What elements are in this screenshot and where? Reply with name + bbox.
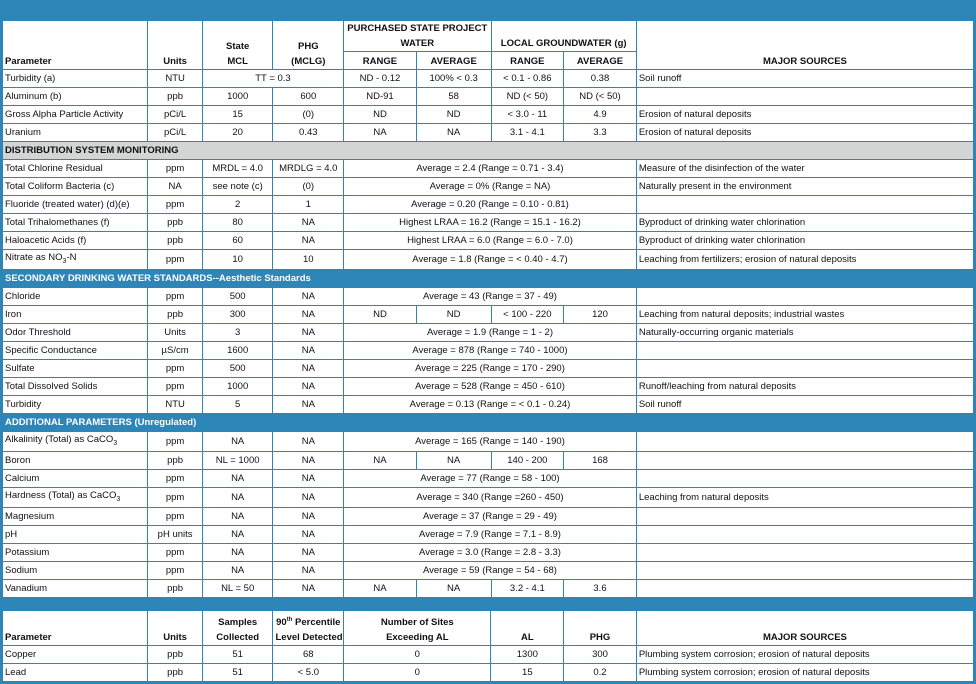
mcl-cell: 1600 xyxy=(202,341,273,359)
parameter-cell: Lead xyxy=(3,664,148,682)
header-al: AL xyxy=(491,611,564,646)
pswp-average-cell: NA xyxy=(416,124,491,142)
mcl-cell: 500 xyxy=(202,287,273,305)
header-major-sources: MAJOR SOURCES xyxy=(636,611,973,646)
units-cell: ppb xyxy=(148,646,203,664)
result-cell: Average = 1.8 (Range = < 0.40 - 4.7) xyxy=(344,250,637,270)
mcl-cell: 10 xyxy=(202,250,273,270)
major-sources-cell: Erosion of natural deposits xyxy=(636,124,973,142)
table-row xyxy=(3,287,974,305)
table-row xyxy=(3,232,974,250)
pswp-range-cell: NA xyxy=(344,451,417,469)
parameter-cell: Magnesium xyxy=(3,507,148,525)
table-row xyxy=(3,214,974,232)
major-sources-cell: Measure of the disinfection of the water xyxy=(636,160,973,178)
major-sources-cell xyxy=(636,341,973,359)
major-sources-cell: Naturally present in the environment xyxy=(636,178,973,196)
pswp-range-cell: ND-91 xyxy=(344,88,417,106)
major-sources-cell: Leaching from natural deposits; industrial wastes xyxy=(636,305,973,323)
result-cell: Average = 878 (Range = 740 - 1000) xyxy=(344,341,637,359)
parameter-cell: Aluminum (b) xyxy=(3,88,148,106)
pswp-range-cell: NA xyxy=(344,124,417,142)
result-cell: Average = 0.20 (Range = 0.10 - 0.81) xyxy=(344,196,637,214)
result-cell: Highest LRAA = 16.2 (Range = 15.1 - 16.2) xyxy=(344,214,637,232)
header-local-groundwater: LOCAL GROUNDWATER (g) xyxy=(491,21,636,52)
table-row xyxy=(3,178,974,196)
major-sources-cell xyxy=(636,543,973,561)
parameter-cell: Calcium xyxy=(3,469,148,487)
parameter-cell: Alkalinity (Total) as CaCO$_3$ xyxy=(3,431,148,451)
phg-cell: 10 xyxy=(273,250,344,270)
result-cell: Average = 165 (Range = 140 - 190) xyxy=(344,431,637,451)
mcl-cell: 15 xyxy=(202,106,273,124)
samples-cell: 51 xyxy=(202,646,273,664)
major-sources-cell: Plumbing system corrosion; erosion of natural deposits xyxy=(636,646,973,664)
parameter-cell: Odor Threshold xyxy=(3,323,148,341)
units-cell: ppb xyxy=(148,214,203,232)
units-cell: ppm xyxy=(148,561,203,579)
units-cell: ppb xyxy=(148,305,203,323)
groundwater-average-cell: 3.6 xyxy=(564,579,637,597)
table-row xyxy=(3,487,974,507)
table-row xyxy=(3,323,974,341)
section-distribution-system xyxy=(3,142,974,160)
phg-cell: (0) xyxy=(273,106,344,124)
major-sources-cell xyxy=(636,287,973,305)
major-sources-cell xyxy=(636,196,973,214)
table-row xyxy=(3,579,974,597)
table-row xyxy=(3,70,974,88)
lead-copper-table xyxy=(2,610,974,682)
mcl-cell: NA xyxy=(202,525,273,543)
mcl-cell: 20 xyxy=(202,124,273,142)
major-sources-cell: Soil runoff xyxy=(636,70,973,88)
table-row xyxy=(3,646,974,664)
phg-cell: NA xyxy=(273,487,344,507)
phg-cell: NA xyxy=(273,323,344,341)
units-cell: ppm xyxy=(148,469,203,487)
result-cell: Average = 59 (Range = 54 - 68) xyxy=(344,561,637,579)
phg-cell: NA xyxy=(273,305,344,323)
units-cell: ppm xyxy=(148,507,203,525)
major-sources-cell xyxy=(636,451,973,469)
parameter-cell: Vanadium xyxy=(3,579,148,597)
major-sources-cell xyxy=(636,525,973,543)
table-row xyxy=(3,377,974,395)
parameter-cell: Nitrate as $NO_3-N$ xyxy=(3,250,148,270)
result-cell: Average = 1.9 (Range = 1 - 2) xyxy=(344,323,637,341)
result-cell: Average = 0.13 (Range = < 0.1 - 0.24) xyxy=(344,395,637,413)
header-units: Units xyxy=(148,611,203,646)
mcl-cell: see note (c) xyxy=(202,178,273,196)
al-cell: 15 xyxy=(491,664,564,682)
pswp-range-cell: ND - 0.12 xyxy=(344,70,417,88)
result-cell: Average = 37 (Range = 29 - 49) xyxy=(344,507,637,525)
groundwater-average-cell: 168 xyxy=(564,451,637,469)
phg-cell: NA xyxy=(273,395,344,413)
header-90th-percentile: 90th Percentile Level Detected xyxy=(273,611,344,646)
major-sources-cell xyxy=(636,579,973,597)
parameter-cell: Potassium xyxy=(3,543,148,561)
phg-cell: 0.2 xyxy=(564,664,637,682)
groundwater-range-cell: 140 - 200 xyxy=(491,451,564,469)
mcl-cell: 300 xyxy=(202,305,273,323)
phg-cell: MRDLG = 4.0 xyxy=(273,160,344,178)
mcl-cell: 1000 xyxy=(202,88,273,106)
header-range: RANGE xyxy=(491,52,564,70)
mcl-cell: MRDL = 4.0 xyxy=(202,160,273,178)
phg-cell: 300 xyxy=(564,646,637,664)
mcl-cell: NA xyxy=(202,561,273,579)
major-sources-cell: Byproduct of drinking water chlorination xyxy=(636,214,973,232)
major-sources-cell xyxy=(636,431,973,451)
units-cell: ppm xyxy=(148,431,203,451)
parameter-cell: Total Chlorine Residual xyxy=(3,160,148,178)
major-sources-cell xyxy=(636,88,973,106)
parameter-cell: Fluoride (treated water) (d)(e) xyxy=(3,196,148,214)
result-cell: Average = 0% (Range = NA) xyxy=(344,178,637,196)
table-row xyxy=(3,106,974,124)
result-cell: Average = 43 (Range = 37 - 49) xyxy=(344,287,637,305)
section-title: SECONDARY DRINKING WATER STANDARDS--Aesthetic Standards xyxy=(3,269,974,287)
lead-header-row xyxy=(3,611,974,646)
table-row xyxy=(3,305,974,323)
groundwater-average-cell: 120 xyxy=(564,305,637,323)
pswp-average-cell: NA xyxy=(416,579,491,597)
samples-cell: 51 xyxy=(202,664,273,682)
major-sources-cell: Naturally-occurring organic materials xyxy=(636,323,973,341)
units-cell: pH units xyxy=(148,525,203,543)
groundwater-range-cell: < 100 - 220 xyxy=(491,305,564,323)
table-row xyxy=(3,561,974,579)
major-sources-cell: Erosion of natural deposits xyxy=(636,106,973,124)
result-cell: Average = 528 (Range = 450 - 610) xyxy=(344,377,637,395)
mcl-cell: NL = 1000 xyxy=(202,451,273,469)
header-range: RANGE xyxy=(344,52,417,70)
parameter-cell: Turbidity xyxy=(3,395,148,413)
parameter-cell: Copper xyxy=(3,646,148,664)
parameter-cell: pH xyxy=(3,525,148,543)
parameter-cell: Haloacetic Acids (f) xyxy=(3,232,148,250)
parameter-cell: Specific Conductance xyxy=(3,341,148,359)
mcl-cell: 80 xyxy=(202,214,273,232)
mcl-cell: 60 xyxy=(202,232,273,250)
parameter-cell: Uranium xyxy=(3,124,148,142)
groundwater-average-cell: ND (< 50) xyxy=(564,88,637,106)
mcl-cell: NA xyxy=(202,507,273,525)
units-cell: µS/cm xyxy=(148,341,203,359)
phg-cell: NA xyxy=(273,232,344,250)
units-cell: ppm xyxy=(148,543,203,561)
header-average: AVERAGE xyxy=(416,52,491,70)
table-row xyxy=(3,543,974,561)
parameter-cell: Sulfate xyxy=(3,359,148,377)
mcl-cell: NA xyxy=(202,469,273,487)
parameter-cell: Total Trihalomethanes (f) xyxy=(3,214,148,232)
mcl-cell: 1000 xyxy=(202,377,273,395)
phg-cell: NA xyxy=(273,507,344,525)
phg-cell: (0) xyxy=(273,178,344,196)
result-cell: Average = 77 (Range = 58 - 100) xyxy=(344,469,637,487)
major-sources-cell: Byproduct of drinking water chlorination xyxy=(636,232,973,250)
section-secondary-standards xyxy=(3,269,974,287)
pswp-range-cell: NA xyxy=(344,579,417,597)
major-sources-cell: Leaching from fertilizers; erosion of natural deposits xyxy=(636,250,973,270)
result-cell: Average = 3.0 (Range = 2.8 - 3.3) xyxy=(344,543,637,561)
parameter-cell: Total Coliform Bacteria (c) xyxy=(3,178,148,196)
parameter-cell: Turbidity (a) xyxy=(3,70,148,88)
parameter-cell: Total Dissolved Solids xyxy=(3,377,148,395)
units-cell: ppm xyxy=(148,250,203,270)
groundwater-average-cell: 0.38 xyxy=(564,70,637,88)
phg-cell: NA xyxy=(273,359,344,377)
units-cell: ppb xyxy=(148,664,203,682)
water-quality-table xyxy=(2,20,974,598)
result-cell: Average = 340 (Range =260 - 450) xyxy=(344,487,637,507)
section-title: ADDITIONAL PARAMETERS (Unregulated) xyxy=(3,413,974,431)
result-cell: Highest LRAA = 6.0 (Range = 6.0 - 7.0) xyxy=(344,232,637,250)
units-cell: ppm xyxy=(148,160,203,178)
phg-cell: 600 xyxy=(273,88,344,106)
result-cell: Average = 7.9 (Range = 7.1 - 8.9) xyxy=(344,525,637,543)
major-sources-cell xyxy=(636,359,973,377)
parameter-cell: Gross Alpha Particle Activity xyxy=(3,106,148,124)
header-samples-collected: Samples Collected xyxy=(202,611,273,646)
al-cell: 1300 xyxy=(491,646,564,664)
result-cell: Average = 225 (Range = 170 - 290) xyxy=(344,359,637,377)
units-cell: ppb xyxy=(148,451,203,469)
units-cell: ppm xyxy=(148,377,203,395)
pswp-average-cell: ND xyxy=(416,305,491,323)
parameter-cell: Hardness (Total) as CaCO$_3$ xyxy=(3,487,148,507)
parameter-cell: Chloride xyxy=(3,287,148,305)
phg-cell: NA xyxy=(273,287,344,305)
phg-cell: 0.43 xyxy=(273,124,344,142)
table-row xyxy=(3,395,974,413)
pswp-average-cell: NA xyxy=(416,451,491,469)
table-row xyxy=(3,469,974,487)
groundwater-range-cell: 3.2 - 4.1 xyxy=(491,579,564,597)
phg-cell: 1 xyxy=(273,196,344,214)
header-purchased-state-project-water: PURCHASED STATE PROJECT WATER xyxy=(344,21,491,52)
phg-cell: NA xyxy=(273,341,344,359)
parameter-cell: Iron xyxy=(3,305,148,323)
header-sites-exceeding: Number of Sites Exceeding AL xyxy=(344,611,491,646)
groundwater-range-cell: < 0.1 - 0.86 xyxy=(491,70,564,88)
phg-cell: NA xyxy=(273,431,344,451)
sites-exceeding-cell: 0 xyxy=(344,646,491,664)
section-title: DISTRIBUTION SYSTEM MONITORING xyxy=(3,142,974,160)
units-cell: ppb xyxy=(148,232,203,250)
groundwater-average-cell: 4.9 xyxy=(564,106,637,124)
major-sources-cell xyxy=(636,561,973,579)
phg-cell: NA xyxy=(273,451,344,469)
level-cell: 68 xyxy=(273,646,344,664)
table-row xyxy=(3,431,974,451)
parameter-cell: Boron xyxy=(3,451,148,469)
table-row xyxy=(3,525,974,543)
groundwater-range-cell: 3.1 - 4.1 xyxy=(491,124,564,142)
header-average: AVERAGE xyxy=(564,52,637,70)
units-cell: NTU xyxy=(148,70,203,88)
phg-cell: NA xyxy=(273,579,344,597)
mcl-cell: NA xyxy=(202,487,273,507)
units-cell: ppb xyxy=(148,579,203,597)
pswp-average-cell: 100% < 0.3 xyxy=(416,70,491,88)
table-row xyxy=(3,341,974,359)
phg-cell: NA xyxy=(273,543,344,561)
phg-cell: NA xyxy=(273,377,344,395)
mcl-cell: 2 xyxy=(202,196,273,214)
units-cell: ppm xyxy=(148,287,203,305)
mcl-cell: NA xyxy=(202,431,273,451)
major-sources-cell: Leaching from natural deposits xyxy=(636,487,973,507)
units-cell: NA xyxy=(148,178,203,196)
major-sources-cell xyxy=(636,507,973,525)
pswp-range-cell: ND xyxy=(344,305,417,323)
table-row xyxy=(3,507,974,525)
parameter-cell: Sodium xyxy=(3,561,148,579)
units-cell: ppm xyxy=(148,196,203,214)
header-state-mcl: State MCL xyxy=(202,21,273,70)
major-sources-cell: Runoff/leaching from natural deposits xyxy=(636,377,973,395)
table-row xyxy=(3,88,974,106)
table-row xyxy=(3,664,974,682)
pswp-range-cell: ND xyxy=(344,106,417,124)
units-cell: pCi/L xyxy=(148,124,203,142)
sites-exceeding-cell: 0 xyxy=(344,664,491,682)
phg-cell: NA xyxy=(273,525,344,543)
mcl-cell: NA xyxy=(202,543,273,561)
pswp-average-cell: 58 xyxy=(416,88,491,106)
groundwater-range-cell: ND (< 50) xyxy=(491,88,564,106)
section-additional-parameters xyxy=(3,413,974,431)
table-row xyxy=(3,250,974,270)
result-cell: Average = 2.4 (Range = 0.71 - 3.4) xyxy=(344,160,637,178)
header-parameter: Parameter xyxy=(3,611,148,646)
phg-cell: NA xyxy=(273,561,344,579)
units-cell: pCi/L xyxy=(148,106,203,124)
header-row-top xyxy=(3,21,974,52)
table-row xyxy=(3,160,974,178)
mcl-cell: 500 xyxy=(202,359,273,377)
table-row xyxy=(3,124,974,142)
mcl-cell: NL = 50 xyxy=(202,579,273,597)
units-cell: ppm xyxy=(148,487,203,507)
units-cell: Units xyxy=(148,323,203,341)
mcl-cell: TT = 0.3 xyxy=(202,70,343,88)
phg-cell: NA xyxy=(273,214,344,232)
header-units: Units xyxy=(148,21,203,70)
major-sources-cell: Plumbing system corrosion; erosion of natural deposits xyxy=(636,664,973,682)
major-sources-cell xyxy=(636,469,973,487)
mcl-cell: 3 xyxy=(202,323,273,341)
mcl-cell: 5 xyxy=(202,395,273,413)
groundwater-average-cell: 3.3 xyxy=(564,124,637,142)
units-cell: ppb xyxy=(148,88,203,106)
header-phg: PHG xyxy=(564,611,637,646)
table-row xyxy=(3,196,974,214)
header-parameter: Parameter xyxy=(3,21,148,70)
table-row xyxy=(3,359,974,377)
level-cell: < 5.0 xyxy=(273,664,344,682)
major-sources-cell: Soil runoff xyxy=(636,395,973,413)
phg-cell: NA xyxy=(273,469,344,487)
groundwater-range-cell: < 3.0 - 11 xyxy=(491,106,564,124)
units-cell: ppm xyxy=(148,359,203,377)
header-phg: PHG (MCLG) xyxy=(273,21,344,70)
header-major-sources: MAJOR SOURCES xyxy=(636,21,973,70)
units-cell: NTU xyxy=(148,395,203,413)
pswp-average-cell: ND xyxy=(416,106,491,124)
table-row xyxy=(3,451,974,469)
